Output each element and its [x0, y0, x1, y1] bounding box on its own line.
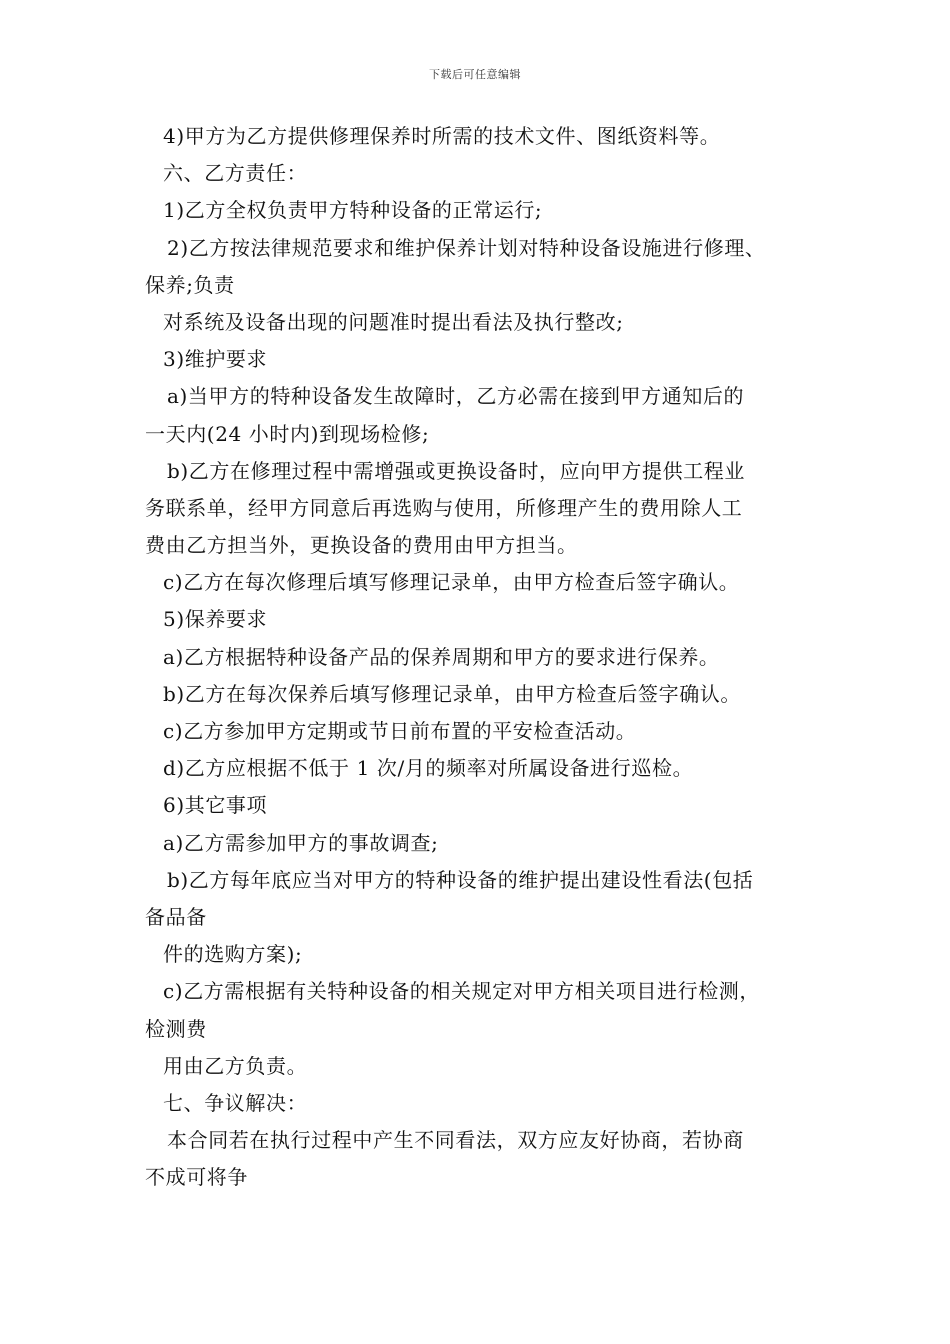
- paragraph-line: 用由乙方负责。: [163, 1053, 308, 1078]
- paragraph-line: a)乙方根据特种设备产品的保养周期和甲方的要求进行保养。: [163, 644, 720, 669]
- subsection-heading: 5)保养要求: [163, 607, 268, 632]
- paragraph-line: 4)甲方为乙方提供修理保养时所需的技术文件、图纸资料等。: [163, 124, 721, 148]
- paragraph-line: 费由乙方担当外，更换设备的费用由甲方担当。: [145, 533, 578, 558]
- paragraph-line: 件的选购方案);: [163, 942, 303, 967]
- paragraph-line: a)当甲方的特种设备发生故障时，乙方必需在接到甲方通知后的: [167, 384, 745, 409]
- paragraph-line: 本合同若在执行过程中产生不同看法，双方应友好协商，若协商: [167, 1128, 744, 1153]
- paragraph-line: b)乙方每年底应当对甲方的特种设备的维护提出建设性看法(包括: [167, 867, 754, 892]
- paragraph-line: 一天内(24 小时内)到现场检修;: [145, 421, 430, 446]
- paragraph-line: c)乙方参加甲方定期或节日前布置的平安检查活动。: [163, 719, 637, 743]
- subsection-heading: 6)其它事项: [163, 793, 268, 818]
- paragraph-line: c)乙方在每次修理后填写修理记录单，由甲方检查后签字确认。: [163, 570, 740, 595]
- page-header: 下载后可任意编辑: [429, 68, 521, 81]
- paragraph-line: 对系统及设备出现的问题准时提出看法及执行整改;: [163, 309, 624, 334]
- paragraph-line: 务联系单，经甲方同意后再选购与使用，所修理产生的费用除人工: [145, 495, 743, 520]
- paragraph-line: 检测费: [145, 1016, 207, 1041]
- paragraph-line: 不成可将争: [145, 1165, 248, 1190]
- paragraph-line: c)乙方需根据有关特种设备的相关规定对甲方相关项目进行检测，: [163, 979, 761, 1004]
- paragraph-line: 保养;负责: [145, 272, 235, 297]
- paragraph-line: 备品备: [145, 904, 207, 929]
- paragraph-line: 1)乙方全权负责甲方特种设备的正常运行;: [163, 198, 543, 223]
- paragraph-line: a)乙方需参加甲方的事故调查;: [163, 830, 439, 855]
- section-heading: 七、争议解决：: [163, 1090, 308, 1115]
- paragraph-line: b)乙方在每次保养后填写修理记录单，由甲方检查后签字确认。: [163, 681, 742, 706]
- subsection-heading: 3)维护要求: [163, 347, 268, 372]
- contract-body: [145, 118, 835, 1196]
- paragraph-line: b)乙方在修理过程中需增强或更换设备时，应向甲方提供工程业: [167, 458, 746, 483]
- paragraph-line: 2)乙方按法律规范要求和维护保养计划对特种设备设施进行修理、: [167, 235, 766, 260]
- section-heading: 六、乙方责任：: [163, 161, 308, 186]
- paragraph-line: d)乙方应根据不低于 1 次/月的频率对所属设备进行巡检。: [163, 756, 694, 781]
